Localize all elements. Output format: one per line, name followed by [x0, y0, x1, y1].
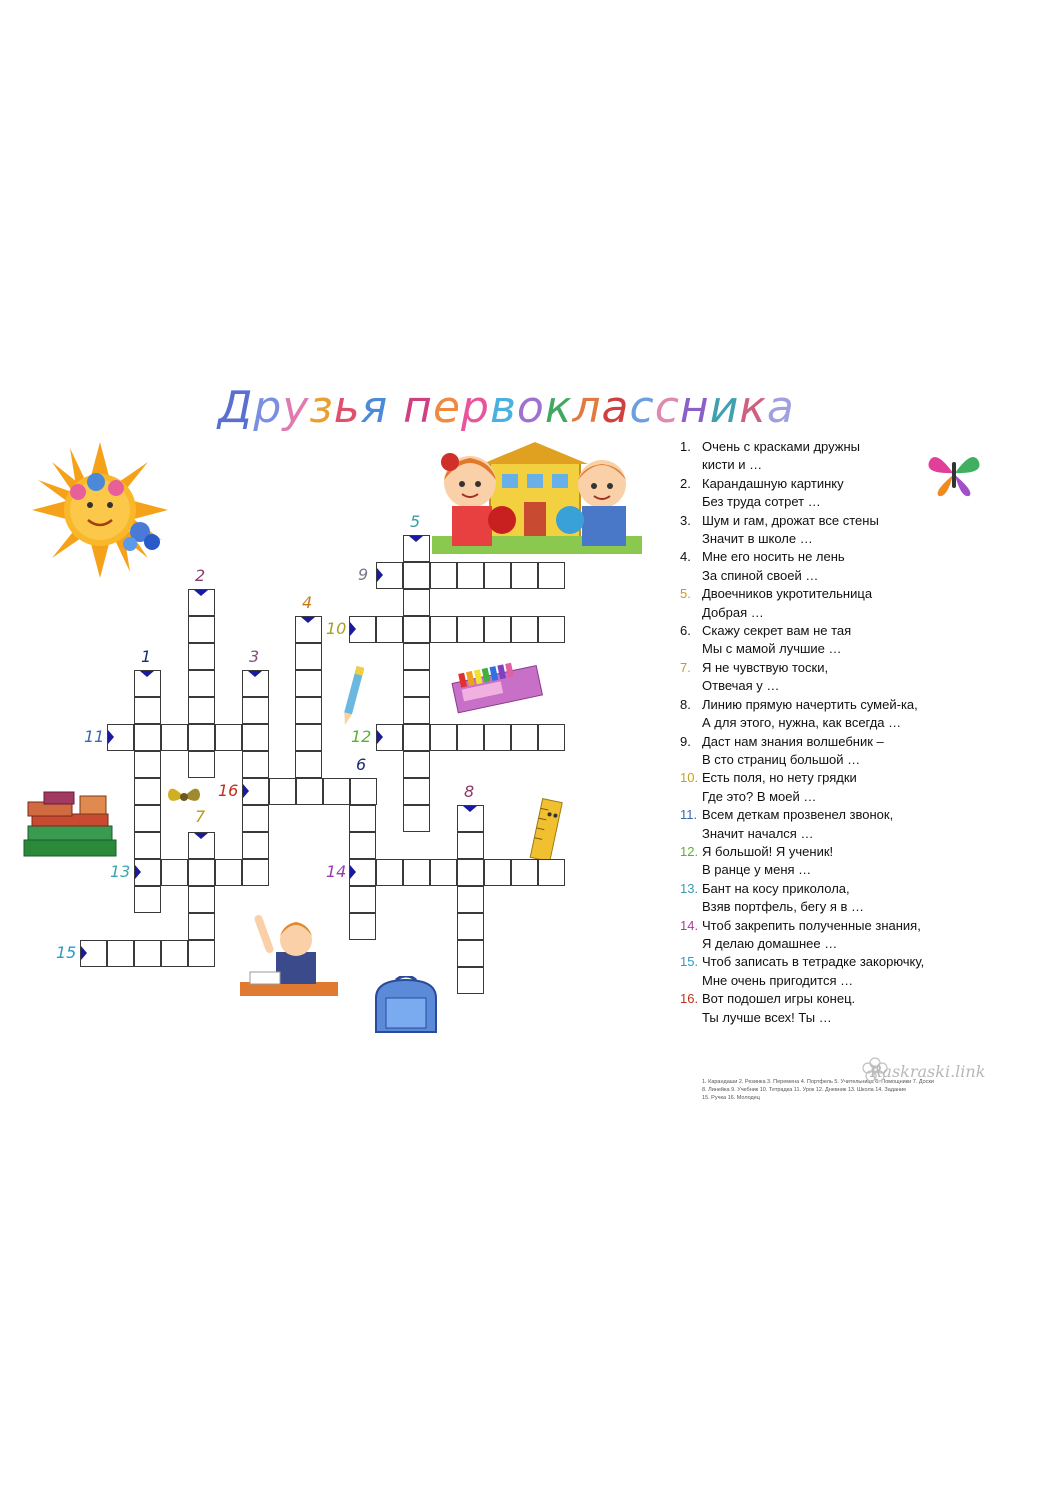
crossword-cell[interactable]	[457, 886, 484, 913]
crossword-cell[interactable]	[511, 616, 538, 643]
clue-text-line: Мне его носить не лень	[702, 549, 845, 565]
crossword-cell[interactable]	[538, 724, 565, 751]
clue-item	[680, 585, 1000, 622]
crossword-cell[interactable]	[511, 562, 538, 589]
clue-number-label: 2	[195, 566, 206, 585]
clue-number: 16.	[680, 991, 699, 1007]
down-arrow-icon	[194, 833, 208, 839]
crossword-cell[interactable]	[457, 832, 484, 859]
clue-number-label: 3	[249, 647, 260, 666]
crossword-cell[interactable]	[134, 778, 161, 805]
clue-number: 14.	[680, 917, 699, 933]
crossword-cell[interactable]	[457, 913, 484, 940]
clue-text-line: Есть поля, но нету грядки	[702, 770, 857, 786]
crossword-cell[interactable]	[403, 670, 430, 697]
clue-number: 11.	[680, 807, 698, 823]
clue-text-line: Вот подошел игры конец.	[702, 991, 856, 1007]
title-letter: а	[601, 382, 630, 433]
crossword-cell[interactable]	[188, 643, 215, 670]
crossword-cell[interactable]	[349, 913, 376, 940]
clue-item	[680, 769, 1000, 806]
crossword-cell[interactable]	[242, 751, 269, 778]
clue-item	[680, 917, 1000, 954]
crossword-cell[interactable]	[215, 724, 242, 751]
clue-number-label: 6	[356, 755, 367, 774]
title-letter: з	[309, 382, 334, 433]
crossword-cell[interactable]	[403, 751, 430, 778]
crossword-cell[interactable]	[403, 724, 430, 751]
clue-text-line: Мне очень пригодится …	[702, 972, 854, 988]
crossword-cell[interactable]	[511, 724, 538, 751]
title-letter: л	[572, 382, 602, 433]
down-arrow-icon	[140, 671, 154, 677]
answers-line: 1. Карандаши 2. Резинка 3. Перемена 4. Портфель 5. Учительница 6. Помощники 7. Доски	[702, 1079, 934, 1085]
crossword-cell[interactable]	[188, 859, 215, 886]
title-letter: с	[629, 382, 655, 433]
crossword-cell[interactable]	[538, 616, 565, 643]
clue-number: 4.	[680, 549, 691, 565]
crossword-cell[interactable]	[484, 562, 511, 589]
crossword-cell[interactable]	[188, 940, 215, 967]
crossword-cell[interactable]	[215, 859, 242, 886]
crossword-cell[interactable]	[295, 724, 322, 751]
crossword-cell[interactable]	[457, 724, 484, 751]
clue-item	[680, 880, 1000, 917]
clue-text-line: Шум и гам, дрожат все стены	[702, 512, 879, 528]
crossword-cell[interactable]	[430, 724, 457, 751]
clue-number-label: 13	[110, 862, 131, 881]
crossword-cell[interactable]	[538, 859, 565, 886]
clue-item	[680, 990, 1000, 1027]
crossword-cell[interactable]	[376, 616, 403, 643]
crossword-cell[interactable]	[538, 562, 565, 589]
clue-number-label: 4	[302, 593, 313, 612]
title-letter: с	[654, 382, 680, 433]
clue-item	[680, 622, 1000, 659]
down-arrow-icon	[248, 671, 262, 677]
right-arrow-icon	[350, 865, 356, 879]
title-letter: Д	[218, 382, 254, 433]
crossword-cell[interactable]	[161, 859, 188, 886]
title-letter: у	[282, 382, 310, 433]
clue-text-line: Отвечая у …	[702, 678, 780, 694]
crossword-cell[interactable]	[430, 859, 457, 886]
clue-text-line: Без труда сотрет …	[702, 494, 821, 510]
title-letter: п	[403, 382, 433, 433]
right-arrow-icon	[81, 946, 87, 960]
clue-text-line: Бант на косу приколола,	[702, 880, 850, 896]
crossword-cell[interactable]	[511, 859, 538, 886]
crossword-cell[interactable]	[242, 859, 269, 886]
clue-text-line: Мы с мамой лучшие …	[702, 641, 842, 657]
title-letter: я	[360, 382, 389, 433]
crossword-cell[interactable]	[295, 751, 322, 778]
clue-number-label: 15	[56, 943, 77, 962]
crossword-cell[interactable]	[403, 859, 430, 886]
clue-text-line: Чтоб закрепить полученные знания,	[702, 917, 921, 933]
clue-number-label: 1	[141, 647, 152, 666]
crossword-cell[interactable]	[269, 778, 296, 805]
clue-item	[680, 548, 1000, 585]
crossword-cell[interactable]	[323, 778, 350, 805]
title-letter: е	[432, 382, 462, 433]
clue-text-line: кисти и …	[702, 457, 763, 473]
crossword-cell[interactable]	[161, 724, 188, 751]
crossword-cell[interactable]	[295, 697, 322, 724]
right-arrow-icon	[243, 784, 249, 798]
crossword-cell[interactable]	[134, 724, 161, 751]
title-letter: к	[544, 382, 573, 433]
title-letter: н	[679, 382, 710, 433]
title-letter: ь	[333, 382, 361, 433]
crossword-cell[interactable]	[457, 616, 484, 643]
crossword-cell[interactable]	[350, 778, 377, 805]
crossword-cell[interactable]	[107, 940, 134, 967]
clue-item	[680, 733, 1000, 770]
clue-item	[680, 806, 1000, 843]
crossword-cell[interactable]	[403, 562, 430, 589]
clue-text-line: Скажу секрет вам не тая	[702, 623, 852, 639]
crossword-cell[interactable]	[296, 778, 323, 805]
clue-number: 13.	[680, 880, 699, 896]
crossword-cell[interactable]	[188, 616, 215, 643]
crossword-cell[interactable]	[134, 832, 161, 859]
title-letter: о	[516, 382, 545, 433]
down-arrow-icon	[194, 590, 208, 596]
clue-number: 6.	[680, 623, 691, 639]
clue-text-line: Линию прямую начертить сумей-ка,	[702, 696, 918, 712]
crossword-cell[interactable]	[403, 616, 430, 643]
right-arrow-icon	[108, 730, 114, 744]
clue-number-label: 9	[358, 565, 369, 584]
clue-item	[680, 659, 1000, 696]
crossword-cell[interactable]	[188, 697, 215, 724]
crossword-cell[interactable]	[430, 562, 457, 589]
down-arrow-icon	[409, 536, 423, 542]
crossword-cell[interactable]	[134, 697, 161, 724]
watermark: Raskraski.link	[870, 1062, 986, 1081]
crossword-cell[interactable]	[457, 940, 484, 967]
clue-text-line: А для этого, нужна, как всегда …	[702, 715, 902, 731]
clue-number: 7.	[680, 659, 691, 675]
crossword-cell[interactable]	[403, 805, 430, 832]
title-letter: в	[489, 382, 517, 433]
clue-number-label: 12	[351, 727, 372, 746]
clue-number-label: 7	[195, 807, 206, 826]
clue-text-line: Добрая …	[702, 604, 764, 620]
clue-text-line: В сто страниц большой …	[702, 751, 861, 767]
crossword-cell[interactable]	[349, 832, 376, 859]
clue-item	[680, 696, 1000, 733]
clue-number-label: 16	[218, 781, 239, 800]
crossword-cell[interactable]	[242, 724, 269, 751]
title-letter: р	[253, 382, 283, 433]
crossword-cell[interactable]	[484, 859, 511, 886]
crossword-cell[interactable]	[242, 805, 269, 832]
crossword-cell[interactable]	[403, 589, 430, 616]
crossword-cell[interactable]	[188, 724, 215, 751]
crossword-cell[interactable]	[349, 886, 376, 913]
crossword-cell[interactable]	[403, 778, 430, 805]
right-arrow-icon	[377, 568, 383, 582]
clue-item	[680, 438, 1000, 475]
answers-line: 8. Линейка 9. Учебник 10. Тетрадка 11. Урок 12. Дневник 13. Школа 14. Задание	[702, 1087, 907, 1093]
crossword-cell[interactable]	[457, 859, 484, 886]
clue-text-line: Карандашную картинку	[702, 475, 844, 491]
crossword-cell[interactable]	[134, 940, 161, 967]
crossword-cell[interactable]	[403, 643, 430, 670]
crossword-cell[interactable]	[242, 832, 269, 859]
clue-text-line: Я большой! Я ученик!	[702, 843, 834, 859]
right-arrow-icon	[350, 622, 356, 636]
crossword-cell[interactable]	[349, 805, 376, 832]
clue-text-line: За спиной своей …	[702, 567, 819, 583]
clue-number-label: 5	[410, 512, 421, 531]
clue-number-label: 11	[84, 727, 105, 746]
crossword-cell[interactable]	[403, 697, 430, 724]
crossword-cell[interactable]	[134, 886, 161, 913]
crossword-cell[interactable]	[295, 670, 322, 697]
clue-number: 8.	[680, 696, 691, 712]
clue-text-line: Взяв портфель, бегу я в …	[702, 899, 864, 915]
crossword-cell[interactable]	[134, 751, 161, 778]
title-letter: и	[709, 382, 740, 433]
clue-item	[680, 512, 1000, 549]
clue-item	[680, 843, 1000, 880]
right-arrow-icon	[377, 730, 383, 744]
crossword-cell[interactable]	[188, 670, 215, 697]
clue-number-label: 10	[326, 619, 347, 638]
crossword-cell[interactable]	[188, 751, 215, 778]
crossword-cell[interactable]	[295, 643, 322, 670]
title-letter: к	[739, 382, 767, 433]
clues-list	[680, 438, 1000, 1027]
clue-number: 2.	[680, 475, 691, 491]
crossword-cell[interactable]	[457, 562, 484, 589]
clue-number: 10.	[680, 770, 699, 786]
answers-line: 15. Ручка 16. Молодец	[702, 1095, 760, 1101]
clue-number-label: 8	[464, 782, 475, 801]
crossword-cell[interactable]	[134, 805, 161, 832]
crossword-cell[interactable]	[376, 859, 403, 886]
clue-number: 15.	[680, 954, 699, 970]
clue-text-line: Я делаю домашнее …	[702, 935, 838, 951]
clue-text-line: Ты лучше всех! Ты …	[702, 1009, 832, 1025]
clue-number: 3.	[680, 512, 691, 528]
right-arrow-icon	[135, 865, 141, 879]
title-letter: р	[461, 382, 490, 433]
clue-number: 12.	[680, 843, 699, 859]
crossword-cell[interactable]	[188, 913, 215, 940]
clue-text-line: Двоечников укротительница	[702, 586, 873, 602]
clue-text-line: Значит в школе …	[702, 531, 813, 547]
crossword-cell[interactable]	[242, 697, 269, 724]
clue-number: 9.	[680, 733, 691, 749]
crossword-cell[interactable]	[457, 967, 484, 994]
clue-number: 1.	[680, 439, 691, 454]
clue-item	[680, 953, 1000, 990]
clue-text-line: Значит начался …	[702, 825, 814, 841]
crossword-cell[interactable]	[161, 940, 188, 967]
crossword-cell[interactable]	[484, 724, 511, 751]
clue-text-line: Даст нам знания волшебник –	[702, 733, 884, 749]
crossword-cell[interactable]	[188, 886, 215, 913]
clue-text-line: Где это? В моей …	[702, 788, 817, 804]
clue-text-line: Всем деткам прозвенел звонок,	[702, 807, 894, 823]
answers-key	[702, 1078, 972, 1102]
crossword-cell[interactable]	[430, 616, 457, 643]
clue-item	[680, 475, 1000, 512]
clue-text-line: Я не чувствую тоски,	[702, 659, 829, 675]
clue-number-label: 14	[326, 862, 347, 881]
down-arrow-icon	[463, 806, 477, 812]
clue-number: 5.	[680, 586, 691, 602]
clue-text-line: Очень с красками дружны	[702, 439, 860, 454]
crossword-cell[interactable]	[484, 616, 511, 643]
down-arrow-icon	[301, 617, 315, 623]
title-letter: а	[766, 382, 795, 433]
clue-text-line: Чтоб записать в тетрадке закорючку,	[702, 954, 925, 970]
clue-text-line: В ранце у меня …	[702, 862, 812, 878]
